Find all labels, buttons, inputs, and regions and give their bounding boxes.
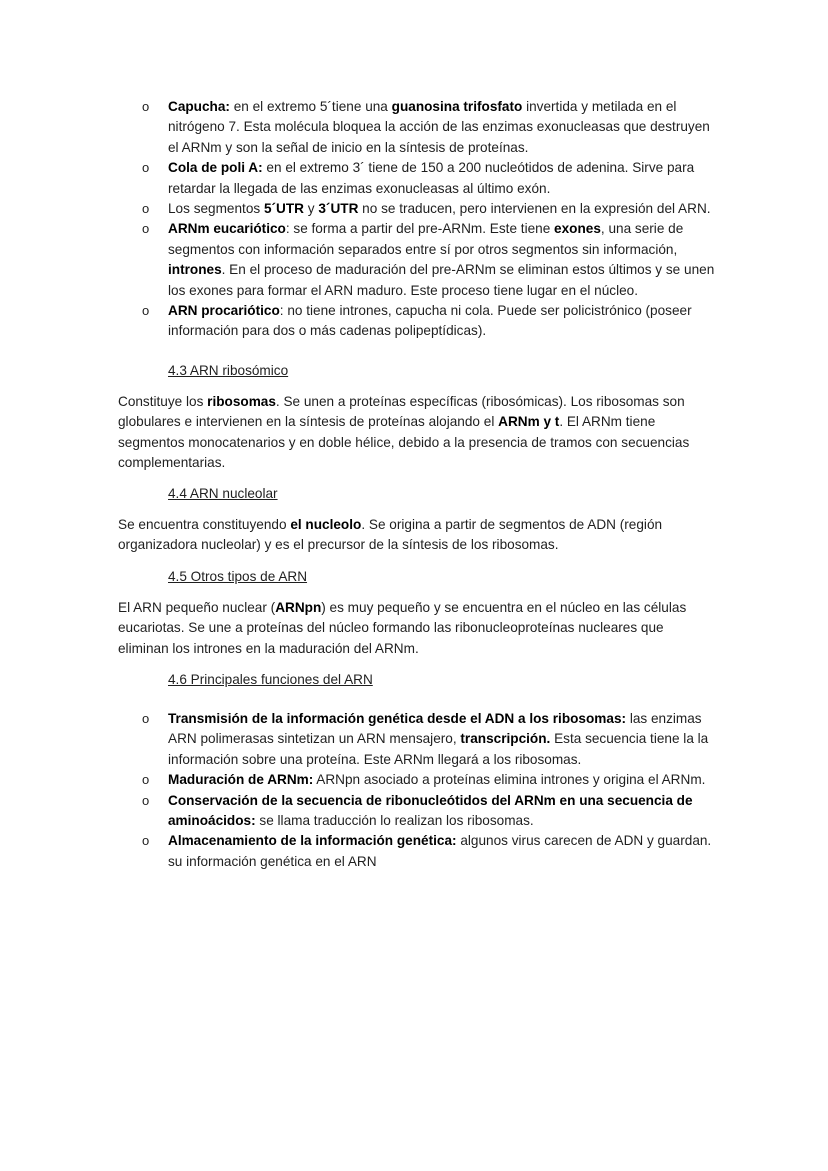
rna-structure-list [0, 97, 828, 342]
list-item-text [168, 793, 693, 828]
bold-text: Conservación de la secuencia de ribonucleótidos del ARNm en una secuencia de aminoácidos: [168, 792, 693, 829]
bold-text: Almacenamiento de la información genética: [168, 833, 457, 849]
bullet-icon: o [142, 201, 150, 217]
text-run: El ARN pequeño nuclear ( [118, 600, 276, 615]
bold-text: 5´UTR [263, 201, 304, 217]
text-run: y [304, 201, 319, 217]
text-run: las enzimas ARN polimerasas sintetizan un ARN mensajero, [168, 711, 702, 747]
bold-text: ARNm eucariótico [168, 221, 286, 237]
bullet-icon: o [142, 99, 150, 114]
rna-functions-list [0, 709, 828, 872]
text-run: . Se unen a proteínas específicas (ribosómicas). Los ribosomas son globulares e intervienen en la síntesis de proteínas alojando el [118, 394, 685, 430]
text-run: Constituye los [118, 394, 208, 409]
list-item [0, 770, 828, 790]
list-item [0, 219, 828, 301]
bold-text: Cola de poli A: [168, 160, 263, 176]
list-item [0, 97, 828, 158]
text-run: ARNpn asociado a proteínas elimina intrones y origina el ARNm. [313, 772, 706, 788]
list-item [0, 158, 828, 199]
list-item [0, 831, 828, 872]
paragraph-nucleolar [118, 515, 718, 556]
text-run: invertida y metilada en el nitrógeno 7. Esta molécula bloquea la acción de las enzimas exonucleasas que destruyen el ARNm y son la señal de inicio en la síntesis de proteínas. [168, 99, 710, 155]
bullet-icon: o [142, 160, 150, 176]
list-item-text [168, 833, 711, 868]
section-heading-funciones: 4.6 Principales funciones del ARN [168, 672, 373, 687]
text-run: . En el proceso de maduración del pre-ARNm se eliminan estos últimos y se unen los exones para formar el ARN maduro. Este proceso tiene lugar en el núcleo. [168, 262, 715, 298]
text-run: . El ARNm tiene segmentos monocatenarios y en doble hélice, debido a la presencia de tramos con secuencias complementarias. [118, 414, 690, 471]
bold-text: Capucha: [168, 99, 230, 114]
list-item-text [168, 160, 694, 195]
bullet-icon: o [142, 792, 150, 808]
list-item-text [168, 99, 710, 155]
list-item [0, 709, 828, 770]
bullet-icon: o [142, 303, 150, 319]
list-item [0, 791, 828, 832]
list-item-text [168, 772, 705, 787]
bold-text: intrones [168, 262, 222, 278]
bold-text: ARNpn [275, 600, 322, 615]
list-item [0, 199, 828, 219]
bullet-icon: o [142, 711, 150, 726]
text-run: Los segmentos [168, 201, 264, 217]
list-item-text [168, 303, 692, 338]
section-heading-ribosomico: 4.3 ARN ribosómico [168, 363, 289, 378]
text-run: en el extremo 5´tiene una [229, 99, 392, 114]
text-run: no se traducen, pero intervienen en la expresión del ARN. [358, 201, 711, 217]
text-run: se llama traducción lo realizan los ribosomas. [255, 813, 534, 829]
text-run: en el extremo 3´ tiene de 150 a 200 nucleótidos de adenina. Sirve para retardar la llegada de las enzimas exonucleasas al último exón. [168, 160, 695, 196]
list-item-text [168, 711, 708, 767]
bullet-icon: o [142, 833, 150, 849]
bold-text: ARN procariótico [168, 303, 280, 319]
list-item-text [168, 201, 711, 216]
paragraph-ribosomico [118, 392, 718, 474]
bold-text: ribosomas [207, 394, 276, 409]
bold-text: el nucleolo [290, 517, 362, 532]
bullet-icon: o [142, 772, 150, 788]
bold-text: guanosina trifosfato [391, 99, 523, 114]
text-run: Se encuentra constituyendo [118, 517, 291, 532]
text-run: . Se origina a partir de segmentos de ADN (región organizadora nucleolar) y es el precursor de la síntesis de los ribosomas. [118, 517, 663, 553]
text-run: , una serie de segmentos con información separados entre sí por otros segmentos sin información, [168, 221, 684, 257]
section-heading-otros: 4.5 Otros tipos de ARN [168, 569, 308, 584]
section-heading-nucleolar: 4.4 ARN nucleolar [168, 486, 278, 501]
bold-text: exones [554, 221, 601, 237]
bold-text: transcripción. [460, 731, 551, 747]
text-run: ) es muy pequeño y se encuentra en el núcleo en las células eucariotas. Se une a proteínas del núcleo formando las ribonucleoproteínas nucleares que eliminan los intrones en la maduración del ARNm. [118, 600, 687, 656]
bold-text: ARNm y t [498, 414, 560, 430]
text-run: : no tiene intrones, capucha ni cola. Puede ser policistrónico (poseer información para dos o más cadenas polipeptídicas). [168, 303, 692, 339]
bullet-icon: o [142, 221, 150, 237]
bold-text: 3´UTR [318, 201, 359, 217]
paragraph-otros [118, 598, 718, 659]
text-run: : se forma a partir del pre-ARNm. Este tiene [285, 221, 555, 237]
list-item [0, 301, 828, 342]
bold-text: Maduración de ARNm: [168, 772, 314, 788]
text-run: Esta secuencia tiene la la información sobre una proteína. Este ARNm llegará a los ribosomas. [168, 731, 709, 767]
text-run: algunos virus carecen de ADN y guardan. su información genética en el ARN [168, 833, 712, 869]
list-item-text [168, 221, 714, 297]
bold-text: Transmisión de la información genética desde el ADN a los ribosomas: [168, 711, 627, 726]
